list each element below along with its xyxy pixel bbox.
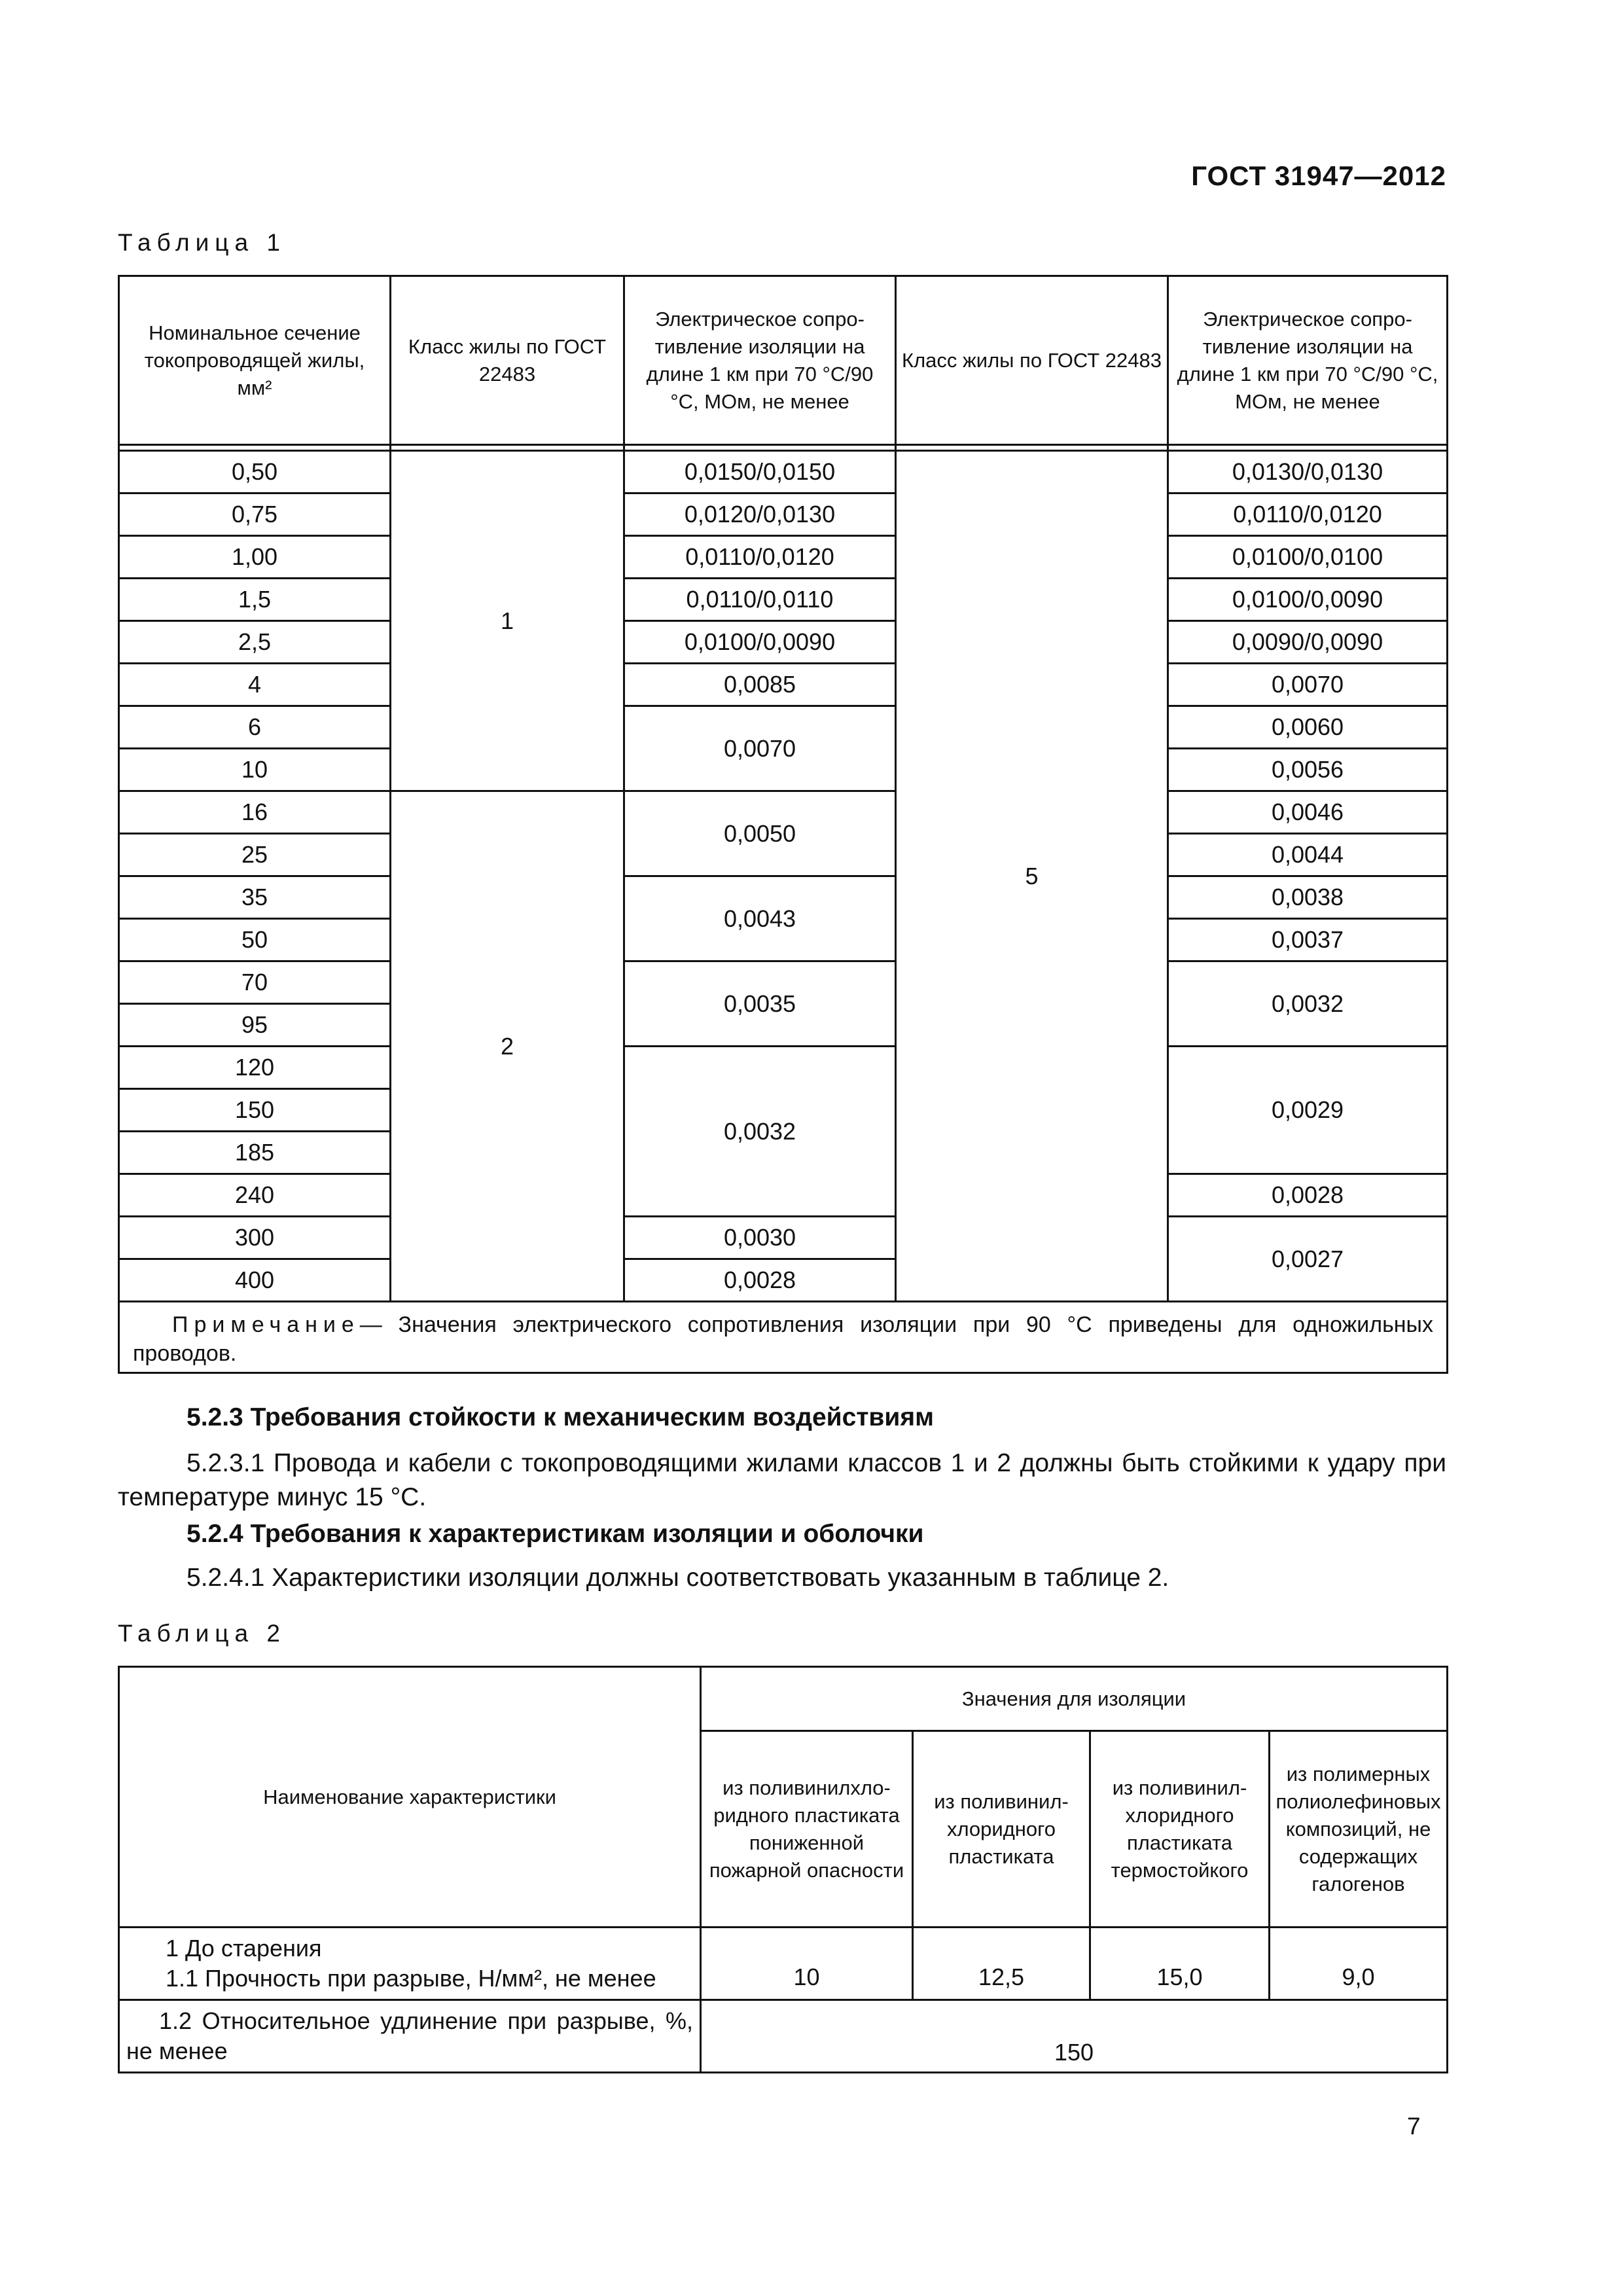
class-cell: 1 — [391, 451, 624, 791]
section-cell: 95 — [119, 1004, 391, 1047]
section-cell: 150 — [119, 1089, 391, 1132]
resist-a-cell: 0,0150/0,0150 — [624, 451, 896, 493]
resist-a-cell: 0,0043 — [624, 876, 896, 961]
resist-a-cell: 0,0028 — [624, 1259, 896, 1302]
resist-b-cell: 0,0027 — [1168, 1217, 1448, 1302]
section-cell: 16 — [119, 791, 391, 834]
header-col3: из поливинилхлоридного пластиката термостойкого — [1090, 1731, 1270, 1928]
section-523-paragraph: 5.2.3.1 Провода и кабели с токопроводящими жилами классов 1 и 2 должны быть стойкими к удару при температуре минус 15 °C. — [118, 1449, 1446, 1511]
row1-label-b: 1.1 Прочность при разрыве, Н/мм², не менее — [166, 1965, 656, 1992]
section-cell: 6 — [119, 706, 391, 749]
resist-b-cell: 0,0029 — [1168, 1047, 1448, 1174]
resist-b-cell: 0,0037 — [1168, 919, 1448, 961]
resist-b-cell: 0,0100/0,0090 — [1168, 579, 1448, 621]
table1-caption: Таблица 1 — [118, 229, 286, 256]
section-cell: 400 — [119, 1259, 391, 1302]
section-524-heading: 5.2.4 Требования к характеристикам изоляции и оболочки — [187, 1520, 924, 1548]
class-cell: 5 — [896, 451, 1168, 1302]
header-section: Номинальное сечение токопроводящей жилы, мм² — [119, 276, 391, 445]
resist-a-cell: 0,0035 — [624, 961, 896, 1047]
row1-value: 12,5 — [913, 1928, 1090, 2000]
resist-a-cell: 0,0110/0,0110 — [624, 579, 896, 621]
header-col2: из поливинилхлоридного пластиката — [913, 1731, 1090, 1928]
header-name: Наименование характеристики — [119, 1667, 701, 1928]
header-group: Значения для изоляции — [701, 1667, 1448, 1731]
section-cell: 0,75 — [119, 493, 391, 536]
section-523-heading: 5.2.3 Требования стойкости к механическим воздействиям — [187, 1403, 934, 1431]
row1-value: 10 — [701, 1928, 913, 2000]
row2-value: 150 — [701, 2000, 1448, 2073]
resist-a-cell: 0,0085 — [624, 664, 896, 706]
resist-b-cell: 0,0038 — [1168, 876, 1448, 919]
section-cell: 300 — [119, 1217, 391, 1259]
resist-b-cell: 0,0044 — [1168, 834, 1448, 876]
resist-b-cell: 0,0070 — [1168, 664, 1448, 706]
header-col1: из поливинилхлоридного пластиката пониженной пожарной опасности — [701, 1731, 913, 1928]
section-cell: 240 — [119, 1174, 391, 1217]
resist-b-cell: 0,0060 — [1168, 706, 1448, 749]
section-cell: 2,5 — [119, 621, 391, 664]
document-code: ГОСТ 31947—2012 — [1191, 160, 1446, 191]
section-cell: 0,50 — [119, 451, 391, 493]
section-524-paragraph: 5.2.4.1 Характеристики изоляции должны соответствовать указанным в таблице 2. — [187, 1564, 1169, 1592]
resist-a-cell: 0,0032 — [624, 1047, 896, 1217]
resist-b-cell: 0,0028 — [1168, 1174, 1448, 1217]
resist-a-cell: 0,0100/0,0090 — [624, 621, 896, 664]
section-cell: 35 — [119, 876, 391, 919]
section-cell: 1,5 — [119, 579, 391, 621]
resist-b-cell: 0,0130/0,0130 — [1168, 451, 1448, 493]
header-class-b: Класс жилы по ГОСТ 22483 — [896, 276, 1168, 445]
resist-b-cell: 0,0110/0,0120 — [1168, 493, 1448, 536]
table-1 — [118, 275, 1448, 1374]
header-col4: из полимерных полиолефиновых композиций, не содержащих галогенов — [1270, 1731, 1448, 1928]
section-cell: 4 — [119, 664, 391, 706]
class-cell: 2 — [391, 791, 624, 1302]
section-cell: 50 — [119, 919, 391, 961]
row1-label — [119, 1928, 701, 2000]
header-resist-b: Электрическое сопротивление изоляции на длине 1 км при 70 °C/90 °C, МОм, не менее — [1168, 276, 1448, 445]
section-cell: 120 — [119, 1047, 391, 1089]
resist-b-cell: 0,0032 — [1168, 961, 1448, 1047]
note-label: Примечание — [172, 1312, 360, 1337]
resist-b-cell: 0,0056 — [1168, 749, 1448, 791]
header-resist-a: Электрическое сопротивление изоляции на длине 1 км при 70 °C/90 °C, МОм, не менее — [624, 276, 896, 445]
row1-label-a: 1 До старения — [166, 1935, 322, 1962]
resist-a-cell: 0,0070 — [624, 706, 896, 791]
note-text: — Значения электрического сопротивления изоляции при 90 °C приведены для одножильных проводов. — [133, 1312, 1433, 1366]
section-cell: 10 — [119, 749, 391, 791]
row2-label: 1.2 Относительное удлинение при разрыве, %, не менее — [119, 2000, 701, 2073]
resist-b-cell: 0,0090/0,0090 — [1168, 621, 1448, 664]
header-class-a: Класс жилы по ГОСТ 22483 — [391, 276, 624, 445]
page-number: 7 — [1407, 2113, 1421, 2140]
section-cell: 185 — [119, 1132, 391, 1174]
section-cell: 70 — [119, 961, 391, 1004]
resist-a-cell: 0,0110/0,0120 — [624, 536, 896, 579]
resist-b-cell: 0,0046 — [1168, 791, 1448, 834]
resist-a-cell: 0,0050 — [624, 791, 896, 876]
section-cell: 25 — [119, 834, 391, 876]
resist-b-cell: 0,0100/0,0100 — [1168, 536, 1448, 579]
resist-a-cell: 0,0120/0,0130 — [624, 493, 896, 536]
row1-value: 9,0 — [1270, 1928, 1448, 2000]
resist-a-cell: 0,0030 — [624, 1217, 896, 1259]
row1-value: 15,0 — [1090, 1928, 1270, 2000]
table2-caption: Таблица 2 — [118, 1620, 286, 1647]
table1-note — [119, 1302, 1448, 1373]
section-cell: 1,00 — [119, 536, 391, 579]
table-2 — [118, 1666, 1448, 2073]
